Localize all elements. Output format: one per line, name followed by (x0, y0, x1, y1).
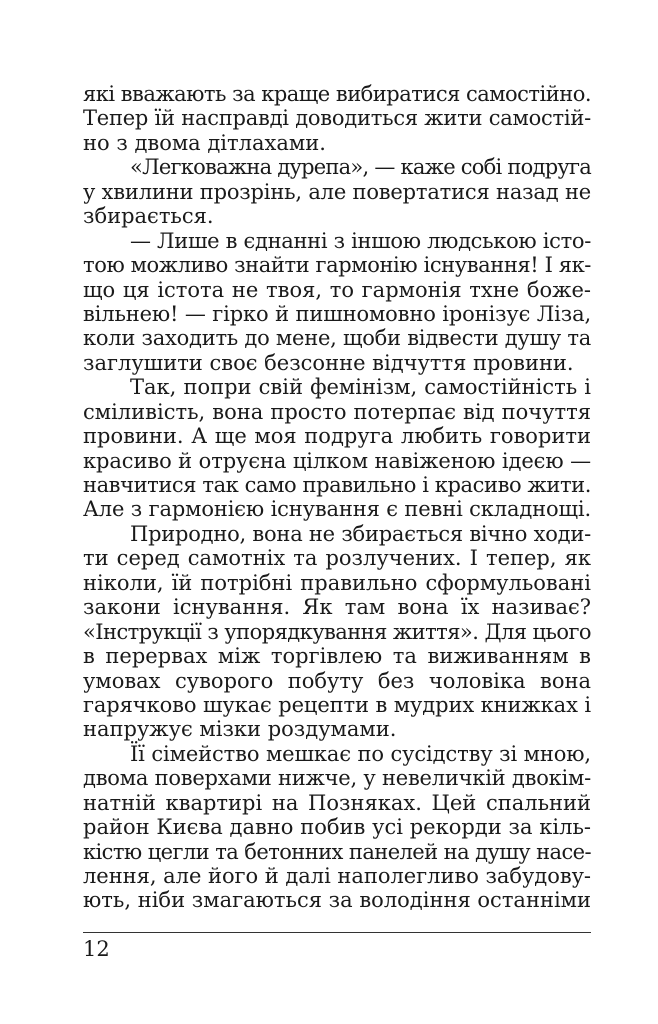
text-line: навчитися так само правильно і красиво жити. (83, 473, 591, 497)
text-line: сміливість, вона просто потерпає від почуття (83, 399, 591, 424)
text-line: лення, але його й далі наполегливо забудову- (83, 864, 591, 888)
text-line: Тепер їй насправді доводиться жити самостій- (83, 106, 591, 131)
text-line: двома поверхами нижче, у невеличкій двокім- (83, 766, 591, 791)
text-line: ніколи, їй потрібні правильно сформульовані (83, 570, 591, 595)
text-line: ють, ніби змагаються за володіння останніми (83, 888, 591, 913)
text-line: натній квартирі на Позняках. Цей спальний (83, 790, 591, 815)
text-line: в перервах між торгівлею та виживанням в (83, 644, 591, 669)
text-line: район Києва давно побив усі рекорди за кіль- (83, 815, 591, 840)
text-line: що ця істота не твоя, то гармонія тхне боже- (83, 277, 591, 302)
text-line: закони існування. Як там вона їх називає? (83, 595, 591, 620)
text-line: збирається. (83, 204, 214, 229)
text-line: «Інструкції з упорядкування життя». Для цього (83, 619, 591, 644)
footer-rule (83, 932, 591, 933)
text-line: Але з гармонією існування є певні складнощі. (83, 497, 591, 522)
text-line: у хвилини прозрінь, але повертатися назад не (83, 179, 591, 204)
text-line: провини. А ще моя подруга любить говорити (83, 424, 591, 449)
text-line: заглушити своє безсонне відчуття провини. (83, 350, 574, 375)
text-line: вільнею! — гірко й пишномовно іронізує Ліза, (83, 301, 591, 326)
page-number: 12 (83, 937, 110, 961)
text-line: «Легковажна дурепа», — каже собі подруга (130, 155, 592, 180)
text-line: коли заходить до мене, щоби відвести душу та (83, 326, 591, 351)
text-line: — Лише в єднанні з іншою людською істо- (130, 228, 591, 253)
text-line: ти серед самотніх та розлучених. І тепер, як (83, 546, 591, 571)
text-line: тою можливо знайти гармонію існування! І як- (83, 253, 591, 278)
text-line: умовах суворого побуту без чоловіка вона (83, 668, 591, 693)
body-text (83, 82, 591, 913)
text-line: які вважають за краще вибиратися самостійно. (83, 82, 591, 106)
text-line: но з двома дітлахами. (83, 130, 326, 155)
text-line: Природно, вона не збирається вічно ходи- (130, 521, 591, 546)
text-line: напружує мізки роздумами. (83, 717, 397, 742)
text-line: гарячково шукає рецепти в мудрих книжках і (83, 692, 591, 717)
text-line: Її сімейство мешкає по сусідству зі мною, (130, 741, 591, 766)
text-line: Так, попри свій фемінізм, самостійність і (130, 375, 591, 400)
text-line: кістю цегли та бетонних панелей на душу насе- (83, 839, 591, 864)
text-line: красиво й отруєна цілком навіженою ідеєю — (83, 448, 592, 473)
